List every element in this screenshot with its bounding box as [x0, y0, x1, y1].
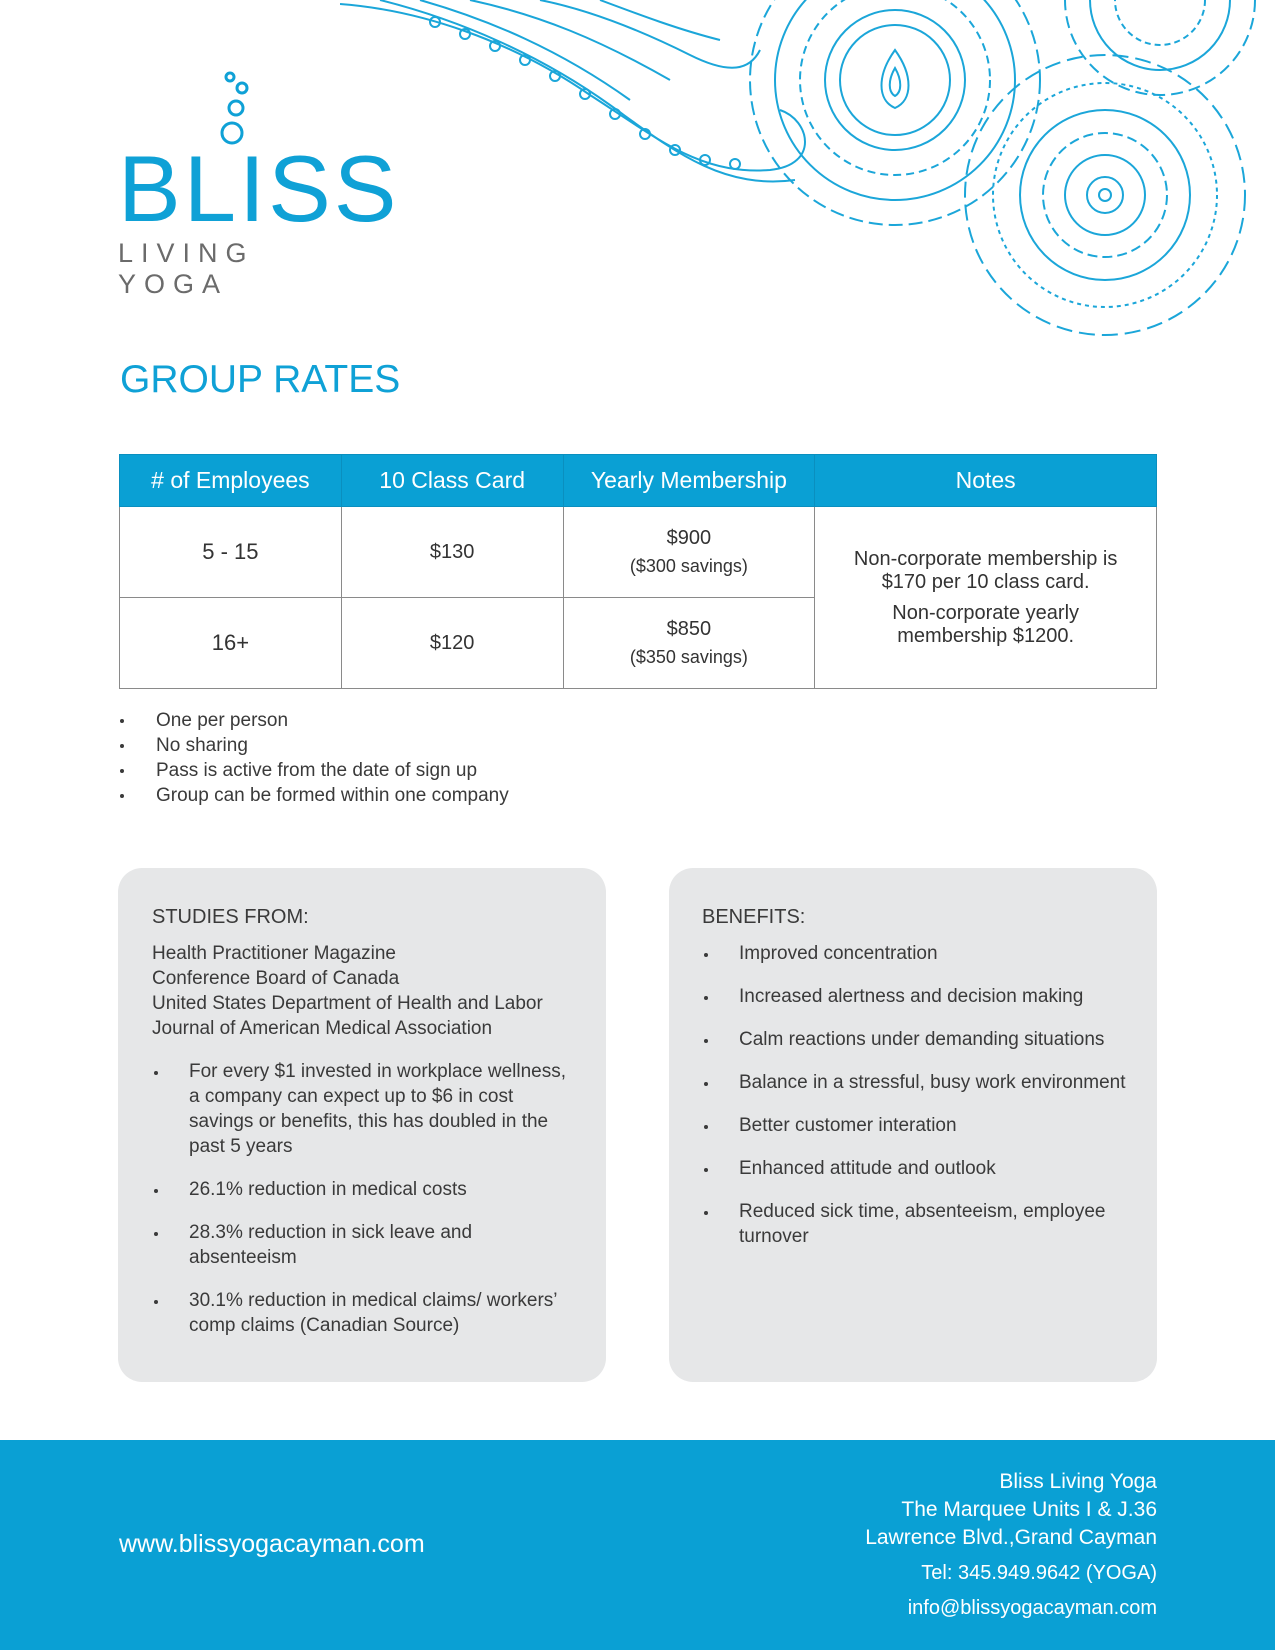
header-class-card: 10 Class Card [341, 455, 563, 507]
paisley-swirl [340, 0, 805, 181]
benefits-panel [669, 868, 1157, 1382]
employees-cell: 16+ [120, 598, 342, 689]
source-item: Health Practitioner Magazine [152, 943, 396, 964]
employees-cell: 5 - 15 [120, 507, 342, 598]
source-item: Conference Board of Canada [152, 968, 400, 989]
benefits-title: BENEFITS: [702, 906, 806, 928]
page-title: GROUP RATES [120, 358, 401, 401]
list-item: Enhanced attitude and outlook [702, 1156, 1127, 1181]
studies-title: STUDIES FROM: [152, 906, 309, 928]
header-employees: # of Employees [120, 455, 342, 507]
yearly-price: $900 [666, 527, 712, 549]
list-item: No sharing [118, 733, 509, 758]
mandala-left [750, 0, 1040, 225]
source-item: United States Department of Health and Labor [152, 993, 543, 1014]
header-notes: Notes [815, 455, 1157, 507]
mandala-right [965, 55, 1245, 335]
website-link[interactable]: www.blissyogacayman.com [119, 1530, 425, 1558]
list-item: Better customer interation [702, 1113, 1127, 1138]
studies-facts [152, 1059, 576, 1338]
studies-sources [152, 941, 576, 1041]
yearly-price: $850 [666, 618, 712, 640]
note-text: Non-corporate membership is $170 per 10 class card. [853, 547, 1118, 593]
source-item: Journal of American Medical Association [152, 1018, 493, 1039]
terms-list [118, 708, 509, 808]
list-item: 28.3% reduction in sick leave and absenteeism [152, 1220, 576, 1270]
list-item: Balance in a stressful, busy work environment [702, 1070, 1127, 1095]
list-item: Pass is active from the date of sign up [118, 758, 509, 783]
list-item: Calm reactions under demanding situations [702, 1027, 1127, 1052]
list-item: Reduced sick time, absenteeism, employee turnover [702, 1199, 1127, 1249]
list-item: Increased alertness and decision making [702, 984, 1127, 1009]
header-yearly: Yearly Membership [563, 455, 815, 507]
rates-table [119, 454, 1157, 689]
yearly-savings: ($300 savings) [629, 556, 748, 576]
yearly-savings: ($350 savings) [629, 647, 748, 667]
mandala-top-right [1065, 0, 1255, 95]
mandala-decoration [340, 0, 1275, 345]
notes-cell [815, 507, 1157, 689]
email-link[interactable]: info@blissyogacayman.com [907, 1597, 1157, 1619]
logo-tagline: LIVING YOGA [118, 238, 255, 299]
list-item: One per person [118, 708, 509, 733]
benefits-list [702, 941, 1127, 1249]
address-line: The Marquee Units I & J.36 [901, 1498, 1157, 1521]
list-item: Improved concentration [702, 941, 1127, 966]
class-card-cell: $120 [341, 598, 563, 689]
address-line: Lawrence Blvd.,Grand Cayman [865, 1526, 1157, 1549]
list-item: For every $1 invested in workplace wellness, a company can expect up to $6 in cost savings or benefits, this has doubled in the past 5 years [152, 1059, 576, 1159]
logo [118, 70, 400, 299]
contact-block [865, 1468, 1157, 1620]
address-line: Bliss Living Yoga [999, 1470, 1157, 1493]
yearly-cell [563, 507, 815, 598]
list-item: 30.1% reduction in medical claims/ workers’ comp claims (Canadian Source) [152, 1288, 576, 1338]
logo-wordmark: BLISS [118, 136, 400, 241]
list-item: Group can be formed within one company [118, 783, 509, 808]
yearly-cell [563, 598, 815, 689]
studies-panel [118, 868, 606, 1382]
table-row [120, 507, 1157, 598]
footer [0, 1440, 1275, 1650]
note-text: Non-corporate yearly membership $1200. [892, 601, 1080, 647]
table-header-row [120, 455, 1157, 507]
list-item: 26.1% reduction in medical costs [152, 1177, 576, 1202]
phone-number: Tel: 345.949.9642 (YOGA) [921, 1562, 1157, 1584]
class-card-cell: $130 [341, 507, 563, 598]
